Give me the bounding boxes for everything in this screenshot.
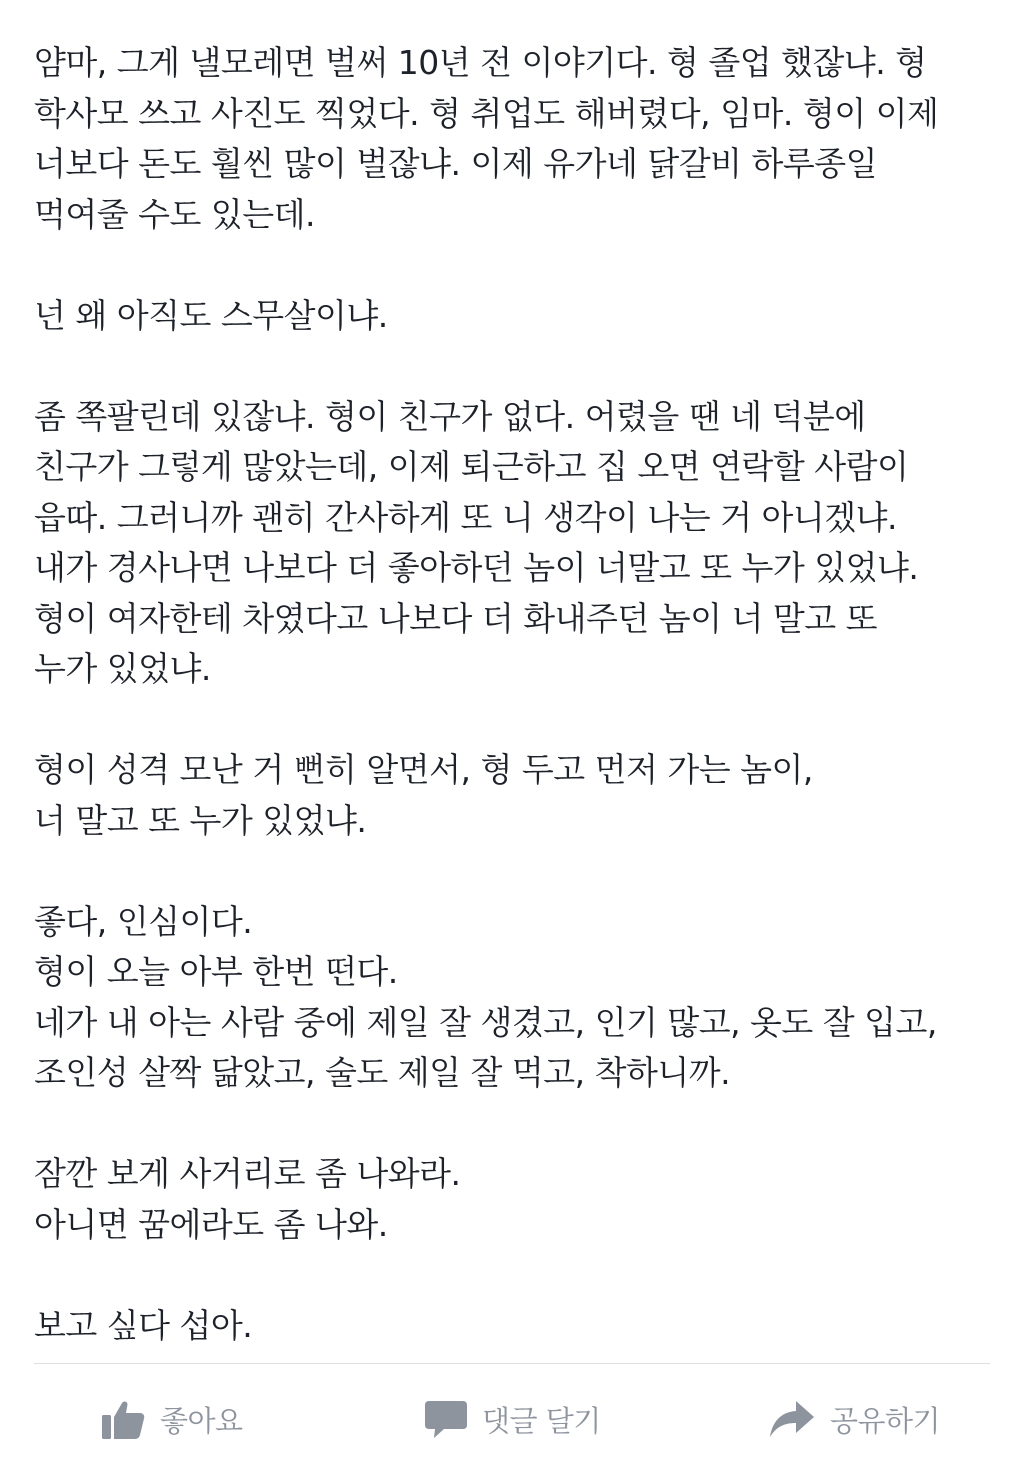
post-text-line: 아니면 꿈에라도 좀 나와. [34,1204,388,1244]
post-text-line: 형이 오늘 아부 한번 떤다. [34,952,398,991]
post-text-line: 누가 있었냐. [34,649,211,688]
like-label: 좋아요 [160,1403,243,1438]
paragraph-gap [34,1099,1004,1150]
post-text-line: 조인성 살짝 닮았고, 술도 제일 잘 먹고, 착하니까. [34,1053,731,1092]
post-text-line: 잠깐 보게 사거리로 좀 나와라. [34,1154,461,1193]
post-text-line: 보고 싶다 섭아. [34,1305,253,1345]
post-text-line: 너보다 돈도 훨씬 많이 벌잖냐. 이제 유가네 닭갈비 하루종일 [34,144,877,183]
post-text-line: 형이 여자한테 차였다고 나보다 더 화내주던 놈이 너 말고 또 [34,598,877,638]
post-text-line: 형이 성격 모난 거 뻔히 알면서, 형 두고 먼저 가는 놈이, [34,750,813,789]
post-action-bar [0,1388,1024,1450]
paragraph-gap [34,341,1004,392]
paragraph-gap [34,240,1004,291]
paragraph-gap [34,695,1004,746]
share-arrow-icon [768,1398,816,1440]
bottom-edge [0,1466,1024,1478]
post-text-line: 학사모 쓰고 사진도 찍었다. 형 취업도 해버렸다, 임마. 형이 이제 [34,93,939,133]
post-text-line: 좋다, 인심이다. [34,901,253,941]
post-text-line: 좀 쪽팔린데 있잖냐. 형이 친구가 없다. 어렸을 땐 네 덕분에 [34,396,866,436]
like-button[interactable] [100,1388,243,1450]
comment-button[interactable] [424,1388,601,1450]
post-text-line: 친구가 그렇게 많았는데, 이제 퇴근하고 집 오면 연락할 사람이 [34,447,909,486]
paragraph-gap [34,846,1004,897]
share-label: 공유하기 [830,1403,941,1438]
thumbs-up-icon [100,1397,146,1441]
speech-bubble-icon [424,1397,468,1441]
post-text-line: 네가 내 아는 사람 중에 제일 잘 생겼고, 인기 많고, 옷도 잘 입고, [34,1002,937,1042]
post-text-line: 읍따. 그러니까 괜히 간사하게 또 니 생각이 나는 거 아니겠냐. [34,497,897,537]
post-body [34,38,1004,1351]
share-button[interactable] [768,1388,940,1450]
comment-label: 댓글 달기 [482,1403,601,1438]
post-text-line: 얌마, 그게 낼모레면 벌써 10년 전 이야기다. 형 졸업 했잖냐. 형 [34,43,927,82]
action-bar-divider [34,1363,990,1364]
paragraph-gap [34,1250,1004,1301]
post-text-line: 너 말고 또 누가 있었냐. [34,800,367,840]
post-text-line: 먹여줄 수도 있는데. [34,194,315,234]
post-text-line: 내가 경사나면 나보다 더 좋아하던 놈이 너말고 또 누가 있었냐. [34,548,919,587]
post-text-line: 넌 왜 아직도 스무살이냐. [34,295,388,335]
